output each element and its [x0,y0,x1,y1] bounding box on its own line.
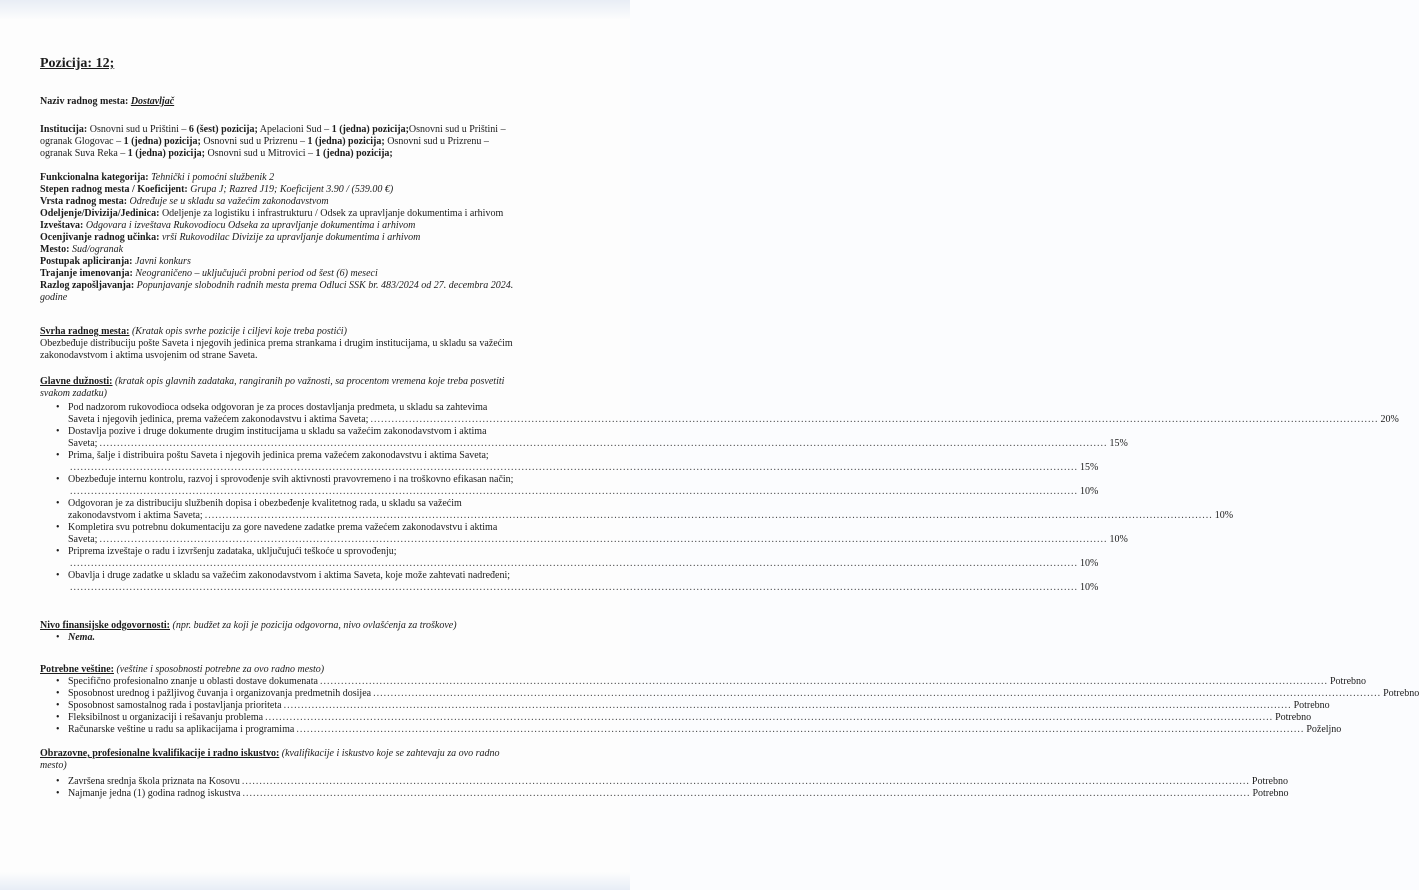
skill-row-value: Potrebno [1293,700,1330,711]
bullet-icon: • [56,788,60,799]
reason-value-cont: godine [40,292,68,303]
bullet-icon: • [56,676,60,687]
bullet-icon: • [56,688,60,699]
duty-item [40,450,1099,474]
purpose-hint: (Kratak opis svrhe pozicije i ciljevi koje treba postići) [131,326,347,337]
institution-segment: 6 (šest) pozicija; [188,124,258,135]
duty-item [40,474,1099,498]
finance-value: Nema. [68,632,95,643]
bullet-icon: • [56,522,60,533]
education-item [40,776,1288,788]
duty-percent [68,462,1099,474]
reports-label: Izveštava: [40,220,84,231]
procedure-row [40,256,588,268]
grade-row [40,184,588,196]
institution-segment: 1 (jedna) pozicija; [123,136,201,147]
duty-item [40,546,1099,570]
bullet-icon: • [56,498,60,509]
institution-segment: Osnovni sud u Prištini – [89,124,189,135]
education-row [68,776,1288,788]
dot-leader: ................................................................................................................................................................................................................................................................................................ [99,534,1108,545]
duty-percent-value: 15% [1109,438,1128,449]
duty-percent-text: Saveta i njegovih jedinica, prema važećem zakonodavstvu i aktima Saveta; [68,414,369,425]
finance-hint: (npr. budžet za koji je pozicija odgovorna, nivo ovlašćenja za troškove) [172,620,457,631]
institution-segment: 1 (jedna) pozicija; [315,148,393,159]
institution-line-1 [40,124,588,136]
institution-segment: Osnovni sud u Mitrovici – [204,148,316,159]
institution-segment: 1 (jedna) pozicija; [331,124,409,135]
skill-row-text: Specifično profesionalno znanje u oblasti dostave dokumenata [68,676,318,687]
skill-row-text: Računarske veštine u radu sa aplikacijama i programima [68,724,295,735]
purpose-text-cont: zakonodavstvom i aktima usvojenim od strane Saveta. [40,350,258,361]
duty-text: Kompletira svu potrebnu dokumentaciju za gore navedene zadatke prema važećem zakonodavstvu i aktima [68,522,498,533]
duty-percent [68,510,1234,522]
scan-top-edge [0,0,630,20]
department-label: Odeljenje/Divizija/Jedinica: [40,208,160,219]
procedure-value: Javni konkurs [135,256,191,267]
skill-row-text: Fleksibilnost u organizaciji i rešavanju problema [68,712,264,723]
institution-block [40,124,588,160]
dot-leader: ................................................................................................................................................................................................................................................................................................ [70,582,1078,593]
skill-row [68,700,1330,712]
finance-item [40,632,588,644]
bullet-icon: • [56,776,60,787]
duty-percent-value: 20% [1380,414,1399,425]
duty-text: Odgovoran je za distribuciju službenih dopisa i obezbeđenje kvalitetnog rada, u skladu sa važećim [68,498,462,509]
education-row-text: Završena srednja škola priznata na Kosovu [68,776,240,787]
duty-percent [68,486,1099,498]
evaluation-row [40,232,588,244]
bullet-icon: • [56,450,60,461]
evaluation-value: vrši Rukovodilac Divizije za upravljanje dokumentima i arhivom [161,232,421,243]
category-row [40,172,588,184]
scan-bottom-edge [0,872,630,890]
purpose-label: Svrha radnog mesta: [40,326,130,337]
education-row-value: Potrebno [1252,788,1289,799]
duty-percent-value: 10% [1214,510,1234,521]
type-row [40,196,588,208]
dot-leader: ................................................................................................................................................................................................................................................................................................ [70,462,1078,473]
duties-section [40,376,1399,594]
institution-segment: Osnovni sud u Prištini – [408,124,506,135]
position-details [40,172,588,304]
bullet-icon: • [56,724,60,735]
reason-label: Razlog zapošljavanja: [40,280,135,291]
skill-row [68,688,1419,700]
skill-item [40,700,1330,712]
type-label: Vrsta radnog mesta: [40,196,128,207]
skill-item [40,712,1312,724]
institution-segment: Apelacioni Sud – [257,124,332,135]
skill-row-value: Poželjno [1306,724,1342,735]
duty-text: Pod nadzorom rukovodioca odseka odgovoran je za proces dostavljanja predmeta, u skladu sa zahtevima [68,402,488,413]
institution-label: Institucija: [40,124,88,135]
institution-segment: ogranak Suva Reka – [40,148,128,159]
bullet-icon: • [56,546,60,557]
bullet-icon: • [56,570,60,581]
bullet-icon: • [56,402,60,413]
duties-label: Glavne dužnosti: [40,376,113,387]
education-label: Obrazovne, profesionalne kvalifikacije i radno iskustvo: [40,748,280,759]
location-value: Sud/ogranak [71,244,124,255]
skill-row-text: Sposobnost samostalnog rada i postavljanja prioriteta [68,700,282,711]
duty-text: Prima, šalje i distribuira poštu Saveta i njegovih jedinica prema važećem zakonodavstvu i aktima Saveta; [68,450,489,461]
reports-row [40,220,588,232]
education-hint: (kvalifikacije i iskustvo koje se zahtevaju za ovo radno [281,748,500,759]
duties-hint-cont: svakom zadatku) [40,388,107,399]
skill-row [68,724,1342,736]
dot-leader: ................................................................................................................................................................................................................................................................................................ [241,776,1250,787]
duty-text: Obavlja i druge zadatke u skladu sa važećim zakonodavstvom i aktima Saveta, koje može zahtevati nadređeni; [68,570,511,581]
skill-row-value: Potrebno [1329,676,1367,687]
job-title-label: Naziv radnog mesta: [40,96,129,107]
bullet-icon: • [56,632,60,643]
education-section [40,748,1289,800]
duty-percent [68,582,1099,594]
skill-row-value: Potrebno [1383,688,1419,699]
reports-value: Odgovara i izveštava Rukovodiocu Odseka za upravljanje dokumentima i arhivom [85,220,416,231]
duty-text: Dostavlja pozive i druge dokumente drugim institucijama u skladu sa važećim zakonodavstvom i aktima [68,426,487,437]
duties-hint: (kratak opis glavnih zadataka, rangiranih po važnosti, sa procentom vremena koje treba posvetiti [115,376,505,387]
bullet-icon: • [56,474,60,485]
duty-percent-value: 15% [1080,462,1099,473]
skill-item [40,724,1342,736]
bullet-icon: • [56,700,60,711]
duty-item [40,402,1399,426]
reason-row [40,280,588,292]
grade-value: Grupa J; Razred J19; Koeficijent 3.90 / (539.00 €) [190,184,394,195]
education-row [68,788,1289,800]
dot-leader: ................................................................................................................................................................................................................................................................................................ [373,688,1382,699]
skill-item [40,688,1419,700]
institution-segment: Osnovni sud u Prizrenu – [384,136,489,147]
location-label: Mesto: [40,244,70,255]
duty-percent [68,558,1099,570]
education-list [40,776,1289,800]
location-row [40,244,588,256]
bullet-icon: • [56,712,60,723]
institution-line-2 [40,136,588,148]
skills-label: Potrebne veštine: [40,664,114,675]
duration-label: Trajanje imenovanja: [40,268,133,279]
skill-row-text: Sposobnost urednog i pažljivog čuvanja i organizovanja predmetnih dosijea [68,688,372,699]
department-row [40,208,588,220]
grade-label: Stepen radnog mesta / Koeficijent: [40,184,188,195]
purpose-text: Obezbeđuje distribuciju pošte Saveta i njegovih jedinica prema strankama i drugim institucijama, u skladu sa važećim [40,338,513,349]
duty-percent [68,414,1399,426]
purpose-section [40,326,588,362]
job-title-value: Dostavljač [130,96,175,107]
dot-leader: ................................................................................................................................................................................................................................................................................................ [204,510,1213,521]
duty-text: Obezbeđuje internu kontrolu, razvoj i sprovođenje svih aktivnosti pravovremeno i na troškovno efikasan način; [68,474,514,485]
dot-leader: ................................................................................................................................................................................................................................................................................................ [70,558,1078,569]
duty-text: Priprema izveštaje o radu i izvršenju zadataka, uključujući teškoće u sprovođenju; [68,546,397,557]
institution-segment: ogranak Glogovac – [40,136,124,147]
skills-section [40,664,1419,736]
duties-list [40,402,1399,594]
finance-label: Nivo finansijske odgovornosti: [40,620,171,631]
duration-value: Neograničeno – uključujući probni period od šest (6) meseci [135,268,378,279]
skill-row [68,712,1312,724]
duty-percent [68,438,1128,450]
dot-leader: ................................................................................................................................................................................................................................................................................................ [242,788,1251,799]
bullet-icon: • [56,426,60,437]
duty-percent-text: Saveta; [68,534,98,545]
dot-leader: ................................................................................................................................................................................................................................................................................................ [283,700,1292,711]
position-heading: Pozicija: 12; [40,56,115,71]
skill-item [40,676,1367,688]
institution-segment: 1 (jedna) pozicija; [127,148,205,159]
dot-leader: ................................................................................................................................................................................................................................................................................................ [370,414,1379,425]
duty-percent-value: 10% [1080,582,1099,593]
dot-leader: ................................................................................................................................................................................................................................................................................................ [296,724,1305,735]
category-label: Funkcionalna kategorija: [40,172,149,183]
institution-line-3 [40,148,588,160]
duration-row [40,268,588,280]
duty-item [40,426,1128,450]
education-row-text: Najmanje jedna (1) godina radnog iskustva [68,788,241,799]
institution-line-1-text [90,124,506,135]
skill-row [68,676,1367,688]
type-value: Određuje se u skladu sa važećim zakonodavstvom [129,196,329,207]
duty-percent-value: 10% [1080,558,1099,569]
duty-percent-text: Saveta; [68,438,98,449]
duty-percent-text: zakonodavstvom i aktima Saveta; [68,510,203,521]
duty-item [40,570,1099,594]
duty-item [40,498,1234,522]
department-value: Odeljenje za logistiku i infrastrukturu / Odsek za upravljanje dokumentima i arhivom [161,208,504,219]
duty-percent [68,534,1128,546]
institution-segment: Osnovni sud u Prizrenu – [200,136,308,147]
reason-value: Popunjavanje slobodnih radnih mesta prema Odluci SSK br. 483/2024 od 27. decembra 2024. [136,280,514,291]
duty-item [40,522,1128,546]
dot-leader: ................................................................................................................................................................................................................................................................................................ [70,486,1078,497]
procedure-label: Postupak apliciranja: [40,256,133,267]
skill-row-value: Potrebno [1275,712,1312,723]
dot-leader: ................................................................................................................................................................................................................................................................................................ [265,712,1274,723]
skills-hint: (veštine i sposobnosti potrebne za ovo radno mesto) [116,664,325,675]
duty-percent-value: 10% [1080,486,1099,497]
evaluation-label: Ocenjivanje radnog učinka: [40,232,160,243]
skills-list [40,676,1419,736]
institution-segment: 1 (jedna) pozicija; [307,136,385,147]
education-hint-cont: mesto) [40,760,67,771]
dot-leader: ................................................................................................................................................................................................................................................................................................ [99,438,1108,449]
category-value: Tehnički i pomoćni službenik 2 [151,172,275,183]
dot-leader: ................................................................................................................................................................................................................................................................................................ [319,676,1328,687]
finance-section [40,620,588,644]
duty-percent-value: 10% [1109,534,1128,545]
education-row-value: Potrebno [1251,776,1288,787]
job-title-row [40,96,588,108]
education-item [40,788,1289,800]
